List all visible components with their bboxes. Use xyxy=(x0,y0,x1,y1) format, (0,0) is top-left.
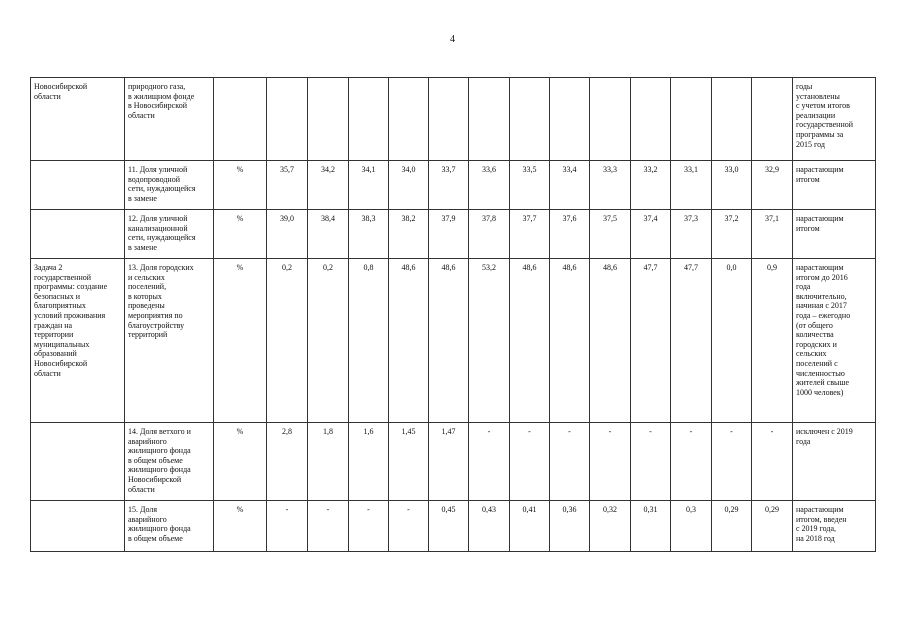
unit-cell: % xyxy=(214,423,267,501)
value-cell: 0,29 xyxy=(752,501,793,552)
unit-cell: % xyxy=(214,161,267,210)
value-cell: 0,2 xyxy=(267,259,308,423)
value-cell xyxy=(308,78,349,161)
value-cell: 37,3 xyxy=(671,210,712,259)
value-cell: 39,0 xyxy=(267,210,308,259)
value-cell: 0,43 xyxy=(469,501,510,552)
value-cell xyxy=(671,78,712,161)
value-cell: 37,1 xyxy=(752,210,793,259)
value-cell: - xyxy=(308,501,349,552)
value-cell: 34,1 xyxy=(349,161,389,210)
value-cell: 34,2 xyxy=(308,161,349,210)
value-cell: - xyxy=(510,423,550,501)
value-cell: 33,5 xyxy=(510,161,550,210)
table-row xyxy=(31,423,876,501)
unit-cell: % xyxy=(214,259,267,423)
value-cell xyxy=(389,78,429,161)
indicator-cell: 15. Доля аварийного жилищного фонда в общем объеме xyxy=(125,501,214,552)
task-cell: Задача 2 государственной программы: создание безопасных и благоприятных условий проживания граждан на территории муниципальных образований Новосибирской области xyxy=(31,259,125,423)
value-cell: - xyxy=(267,501,308,552)
indicator-cell: природного газа, в жилищном фонде в Новосибирской области xyxy=(125,78,214,161)
value-cell: - xyxy=(712,423,752,501)
table-row xyxy=(31,259,876,423)
value-cell: 0,32 xyxy=(590,501,631,552)
value-cell: 32,9 xyxy=(752,161,793,210)
table-row xyxy=(31,161,876,210)
value-cell: 1,45 xyxy=(389,423,429,501)
value-cell xyxy=(631,78,671,161)
task-cell xyxy=(31,423,125,501)
unit-cell: % xyxy=(214,210,267,259)
value-cell: 0,29 xyxy=(712,501,752,552)
note-cell: нарастающим итогом xyxy=(793,161,876,210)
value-cell: 37,9 xyxy=(429,210,469,259)
value-cell: 37,2 xyxy=(712,210,752,259)
value-cell: 0,31 xyxy=(631,501,671,552)
value-cell: 38,4 xyxy=(308,210,349,259)
value-cell: 33,7 xyxy=(429,161,469,210)
value-cell: - xyxy=(469,423,510,501)
value-cell: 34,0 xyxy=(389,161,429,210)
value-cell: 0,41 xyxy=(510,501,550,552)
value-cell: - xyxy=(631,423,671,501)
unit-cell: % xyxy=(214,501,267,552)
note-cell: нарастающим итогом, введен с 2019 года, на 2018 год xyxy=(793,501,876,552)
value-cell: 1,47 xyxy=(429,423,469,501)
value-cell: 53,2 xyxy=(469,259,510,423)
value-cell: 33,6 xyxy=(469,161,510,210)
value-cell: 33,1 xyxy=(671,161,712,210)
value-cell: - xyxy=(590,423,631,501)
value-cell xyxy=(712,78,752,161)
task-cell: Новосибирской области xyxy=(31,78,125,161)
value-cell xyxy=(429,78,469,161)
note-cell: нарастающим итогом до 2016 года включительно, начиная с 2017 года – ежегодно (от общего количества городских и сельских поселений с численностью жителей свыше 1000 человек) xyxy=(793,259,876,423)
task-cell xyxy=(31,161,125,210)
value-cell: 1,8 xyxy=(308,423,349,501)
value-cell: 48,6 xyxy=(510,259,550,423)
value-cell: - xyxy=(389,501,429,552)
indicator-cell: 13. Доля городских и сельских поселений, в которых проведены мероприятия по благоустройству территорий xyxy=(125,259,214,423)
page-number: 4 xyxy=(450,34,455,45)
task-cell xyxy=(31,501,125,552)
value-cell: 0,45 xyxy=(429,501,469,552)
value-cell: 47,7 xyxy=(671,259,712,423)
value-cell: 0,2 xyxy=(308,259,349,423)
value-cell: - xyxy=(550,423,590,501)
indicator-cell: 12. Доля уличной канализационной сети, нуждающейся в замене xyxy=(125,210,214,259)
value-cell xyxy=(349,78,389,161)
task-cell xyxy=(31,210,125,259)
value-cell: 38,3 xyxy=(349,210,389,259)
value-cell xyxy=(752,78,793,161)
value-cell: 33,2 xyxy=(631,161,671,210)
note-cell: годы установлены с учетом итогов реализации государственной программы за 2015 год xyxy=(793,78,876,161)
value-cell: 33,3 xyxy=(590,161,631,210)
value-cell: 48,6 xyxy=(590,259,631,423)
value-cell: 37,4 xyxy=(631,210,671,259)
value-cell: 0,36 xyxy=(550,501,590,552)
value-cell: 37,7 xyxy=(510,210,550,259)
value-cell: 35,7 xyxy=(267,161,308,210)
value-cell: 37,6 xyxy=(550,210,590,259)
value-cell: 48,6 xyxy=(429,259,469,423)
value-cell: - xyxy=(752,423,793,501)
value-cell xyxy=(590,78,631,161)
value-cell: 37,8 xyxy=(469,210,510,259)
value-cell: 2,8 xyxy=(267,423,308,501)
value-cell: 0,0 xyxy=(712,259,752,423)
value-cell xyxy=(510,78,550,161)
table-row xyxy=(31,210,876,259)
value-cell: 0,3 xyxy=(671,501,712,552)
value-cell: 38,2 xyxy=(389,210,429,259)
table-row xyxy=(31,78,876,161)
value-cell: 33,0 xyxy=(712,161,752,210)
value-cell: - xyxy=(349,501,389,552)
value-cell: 48,6 xyxy=(389,259,429,423)
value-cell xyxy=(469,78,510,161)
value-cell xyxy=(267,78,308,161)
indicator-cell: 11. Доля уличной водопроводной сети, нуждающейся в замене xyxy=(125,161,214,210)
indicators-table xyxy=(30,77,876,552)
value-cell: 33,4 xyxy=(550,161,590,210)
indicator-cell: 14. Доля ветхого и аварийного жилищного фонда в общем объеме жилищного фонда Новосибирской области xyxy=(125,423,214,501)
value-cell: 0,9 xyxy=(752,259,793,423)
value-cell: 0,8 xyxy=(349,259,389,423)
value-cell: 37,5 xyxy=(590,210,631,259)
value-cell: - xyxy=(671,423,712,501)
value-cell: 1,6 xyxy=(349,423,389,501)
note-cell: нарастающим итогом xyxy=(793,210,876,259)
value-cell: 48,6 xyxy=(550,259,590,423)
value-cell xyxy=(550,78,590,161)
value-cell: 47,7 xyxy=(631,259,671,423)
note-cell: исключен с 2019 года xyxy=(793,423,876,501)
unit-cell xyxy=(214,78,267,161)
table-row xyxy=(31,501,876,552)
